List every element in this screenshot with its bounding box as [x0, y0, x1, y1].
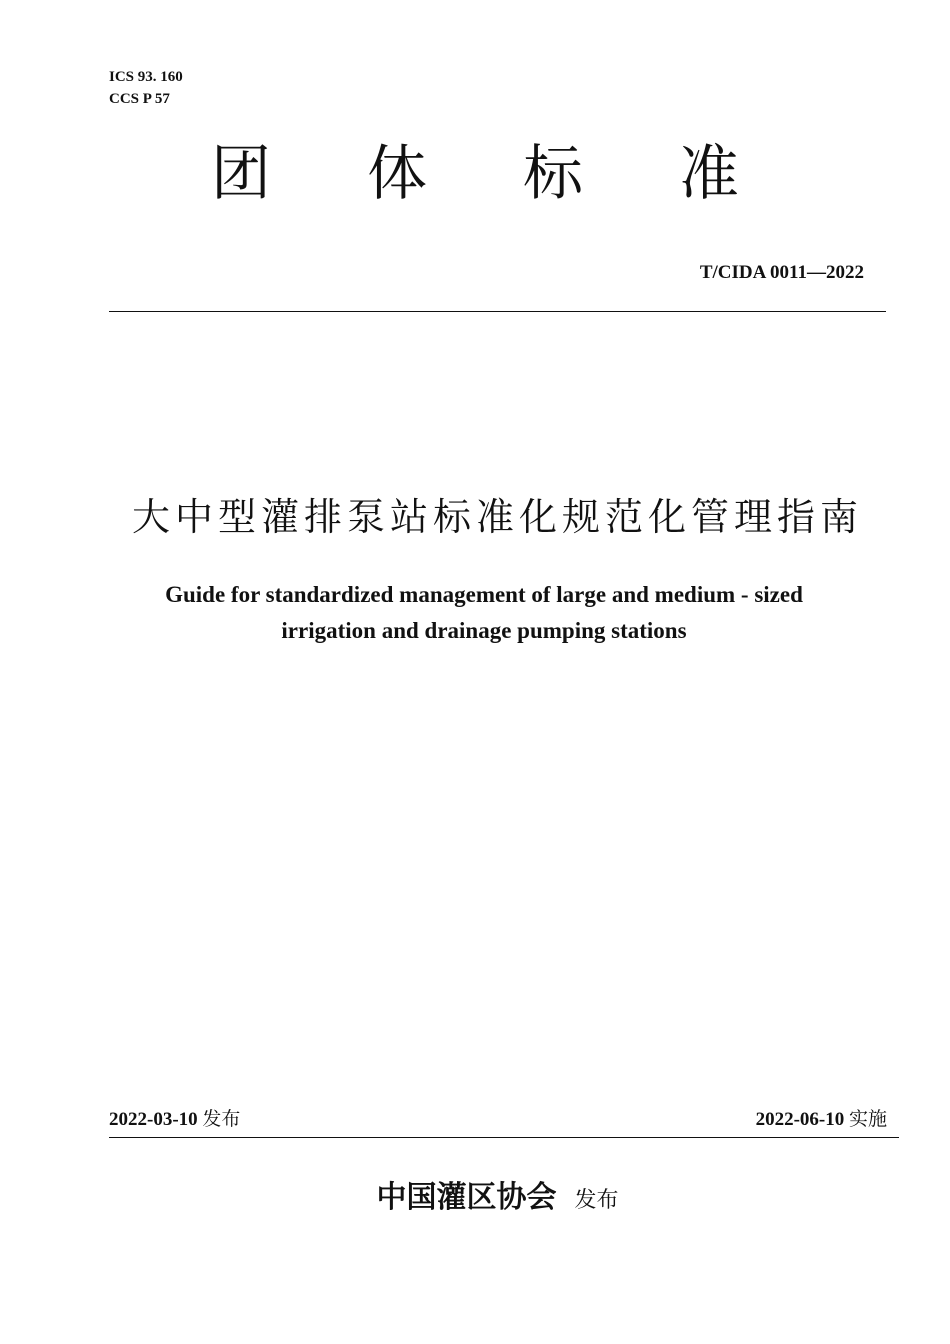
effective-date-block — [756, 1104, 887, 1131]
publisher-line — [0, 1176, 950, 1223]
title-english-line-1: Guide for standardized management of large and medium - sized — [165, 582, 803, 607]
standard-type-char: 准 — [679, 139, 739, 209]
standard-number: T/CIDA 0011—2022 — [699, 262, 864, 283]
ics-code: ICS 93. 160 — [109, 69, 183, 85]
title-chinese: 大中型灌排泵站标准化规范化管理指南 — [131, 495, 863, 539]
classification-codes — [109, 66, 183, 110]
header-divider — [109, 311, 886, 312]
footer-divider — [109, 1137, 899, 1138]
title-english-line-2: irrigation and drainage pumping stations — [281, 618, 687, 643]
standard-type-heading — [0, 138, 950, 210]
effective-date: 2022-06-10 — [755, 1109, 845, 1130]
standard-type-char: 体 — [367, 139, 427, 209]
issue-date: 2022-03-10 — [109, 1109, 198, 1130]
ccs-code: CCS P 57 — [109, 91, 170, 107]
effective-label: 实施 — [848, 1108, 887, 1130]
publisher-name: 中国灌区协会 — [376, 1180, 557, 1215]
publisher-verb: 发布 — [574, 1188, 619, 1213]
standard-type-char: 团 — [211, 139, 271, 209]
issue-date-block — [109, 1104, 240, 1131]
issue-label: 发布 — [202, 1108, 241, 1130]
title-english — [100, 577, 868, 649]
standard-type-char: 标 — [523, 139, 583, 209]
